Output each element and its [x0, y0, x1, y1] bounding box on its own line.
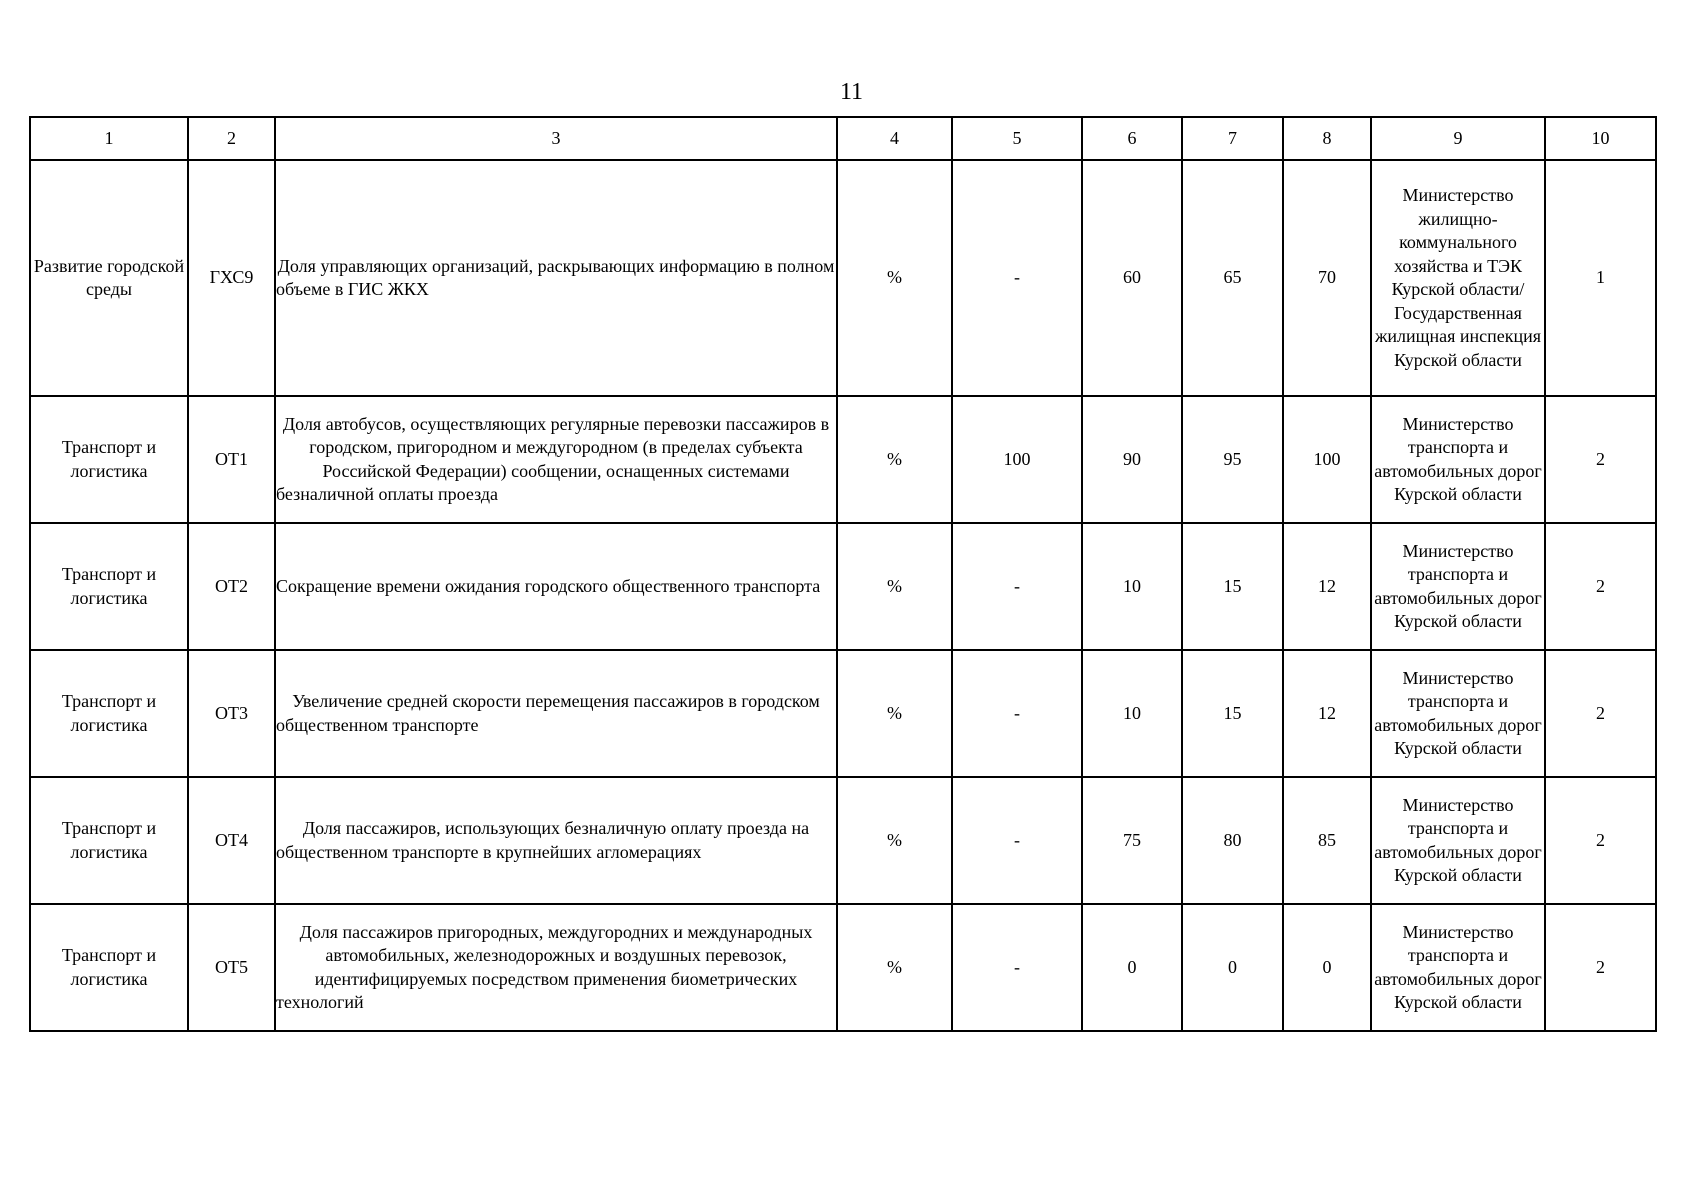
base-value-cell: - — [952, 523, 1082, 650]
value-cell-col7: 15 — [1182, 650, 1283, 777]
page-number: 11 — [839, 79, 864, 105]
table-row — [30, 396, 1656, 523]
value-cell-col7: 0 — [1182, 904, 1283, 1031]
value-cell-col6: 90 — [1082, 396, 1182, 523]
column-header: 4 — [837, 117, 952, 160]
unit-cell: % — [837, 523, 952, 650]
responsible-cell: Министерство транспорта и автомобильных дорог Курской области — [1371, 396, 1545, 523]
table-row — [30, 904, 1656, 1031]
indicator-name-cell: Доля управляющих организаций, раскрывающих информацию в полном объеме в ГИС ЖКХ — [275, 160, 837, 396]
sphere-cell: Транспорт и логистика — [30, 904, 188, 1031]
sphere-cell: Развитие городской среды — [30, 160, 188, 396]
value-cell-col7: 15 — [1182, 523, 1283, 650]
table-row — [30, 777, 1656, 904]
base-value-cell: - — [952, 160, 1082, 396]
value-cell-col8: 12 — [1283, 650, 1371, 777]
responsible-cell: Министерство транспорта и автомобильных дорог Курской области — [1371, 523, 1545, 650]
unit-cell: % — [837, 650, 952, 777]
responsible-cell: Министерство транспорта и автомобильных дорог Курской области — [1371, 777, 1545, 904]
code-cell: ОТ4 — [188, 777, 275, 904]
value-cell-col8: 70 — [1283, 160, 1371, 396]
col10-cell: 2 — [1545, 777, 1656, 904]
column-header: 3 — [275, 117, 837, 160]
base-value-cell: - — [952, 904, 1082, 1031]
unit-cell: % — [837, 396, 952, 523]
base-value-cell: 100 — [952, 396, 1082, 523]
unit-cell: % — [837, 160, 952, 396]
sphere-cell: Транспорт и логистика — [30, 650, 188, 777]
value-cell-col8: 12 — [1283, 523, 1371, 650]
column-header: 8 — [1283, 117, 1371, 160]
code-cell: ОТ1 — [188, 396, 275, 523]
indicator-name-cell: Доля пассажиров, использующих безналичную оплату проезда на общественном транспорте в крупнейших агломерациях — [275, 777, 837, 904]
indicator-name-cell: Увеличение средней скорости перемещения пассажиров в городском общественном транспорте — [275, 650, 837, 777]
table-row — [30, 523, 1656, 650]
responsible-cell: Министерство транспорта и автомобильных дорог Курской области — [1371, 650, 1545, 777]
unit-cell: % — [837, 777, 952, 904]
col10-cell: 2 — [1545, 904, 1656, 1031]
value-cell-col6: 75 — [1082, 777, 1182, 904]
indicators-table — [29, 116, 1657, 1032]
column-header: 5 — [952, 117, 1082, 160]
column-header: 6 — [1082, 117, 1182, 160]
value-cell-col6: 60 — [1082, 160, 1182, 396]
value-cell-col8: 0 — [1283, 904, 1371, 1031]
code-cell: ОТ3 — [188, 650, 275, 777]
code-cell: ОТ2 — [188, 523, 275, 650]
indicator-name-cell: Доля автобусов, осуществляющих регулярные перевозки пассажиров в городском, пригородном и междугородном (в пределах субъекта Российской Федерации) сообщении, оснащенных системами безналичной оплаты проезда — [275, 396, 837, 523]
indicator-name-cell: Доля пассажиров пригородных, междугородних и международных автомобильных, железнодорожных и воздушных перевозок, идентифицируемых посредством применения биометрических технологий — [275, 904, 837, 1031]
value-cell-col6: 0 — [1082, 904, 1182, 1031]
col10-cell: 2 — [1545, 650, 1656, 777]
table-row — [30, 650, 1656, 777]
table-row — [30, 160, 1656, 396]
table-header-row — [30, 117, 1656, 160]
code-cell: ОТ5 — [188, 904, 275, 1031]
value-cell-col7: 80 — [1182, 777, 1283, 904]
column-header: 2 — [188, 117, 275, 160]
value-cell-col7: 65 — [1182, 160, 1283, 396]
col10-cell: 2 — [1545, 523, 1656, 650]
col10-cell: 2 — [1545, 396, 1656, 523]
column-header: 10 — [1545, 117, 1656, 160]
base-value-cell: - — [952, 777, 1082, 904]
value-cell-col8: 85 — [1283, 777, 1371, 904]
code-cell: ГХС9 — [188, 160, 275, 396]
column-header: 7 — [1182, 117, 1283, 160]
value-cell-col6: 10 — [1082, 523, 1182, 650]
value-cell-col8: 100 — [1283, 396, 1371, 523]
sphere-cell: Транспорт и логистика — [30, 777, 188, 904]
col10-cell: 1 — [1545, 160, 1656, 396]
responsible-cell: Министерство жилищно-коммунального хозяйства и ТЭК Курской области/ Государственная жилищная инспекция Курской области — [1371, 160, 1545, 396]
indicator-name-cell: Сокращение времени ожидания городского общественного транспорта — [275, 523, 837, 650]
base-value-cell: - — [952, 650, 1082, 777]
column-header: 1 — [30, 117, 188, 160]
value-cell-col6: 10 — [1082, 650, 1182, 777]
sphere-cell: Транспорт и логистика — [30, 396, 188, 523]
column-header: 9 — [1371, 117, 1545, 160]
sphere-cell: Транспорт и логистика — [30, 523, 188, 650]
value-cell-col7: 95 — [1182, 396, 1283, 523]
responsible-cell: Министерство транспорта и автомобильных дорог Курской области — [1371, 904, 1545, 1031]
unit-cell: % — [837, 904, 952, 1031]
